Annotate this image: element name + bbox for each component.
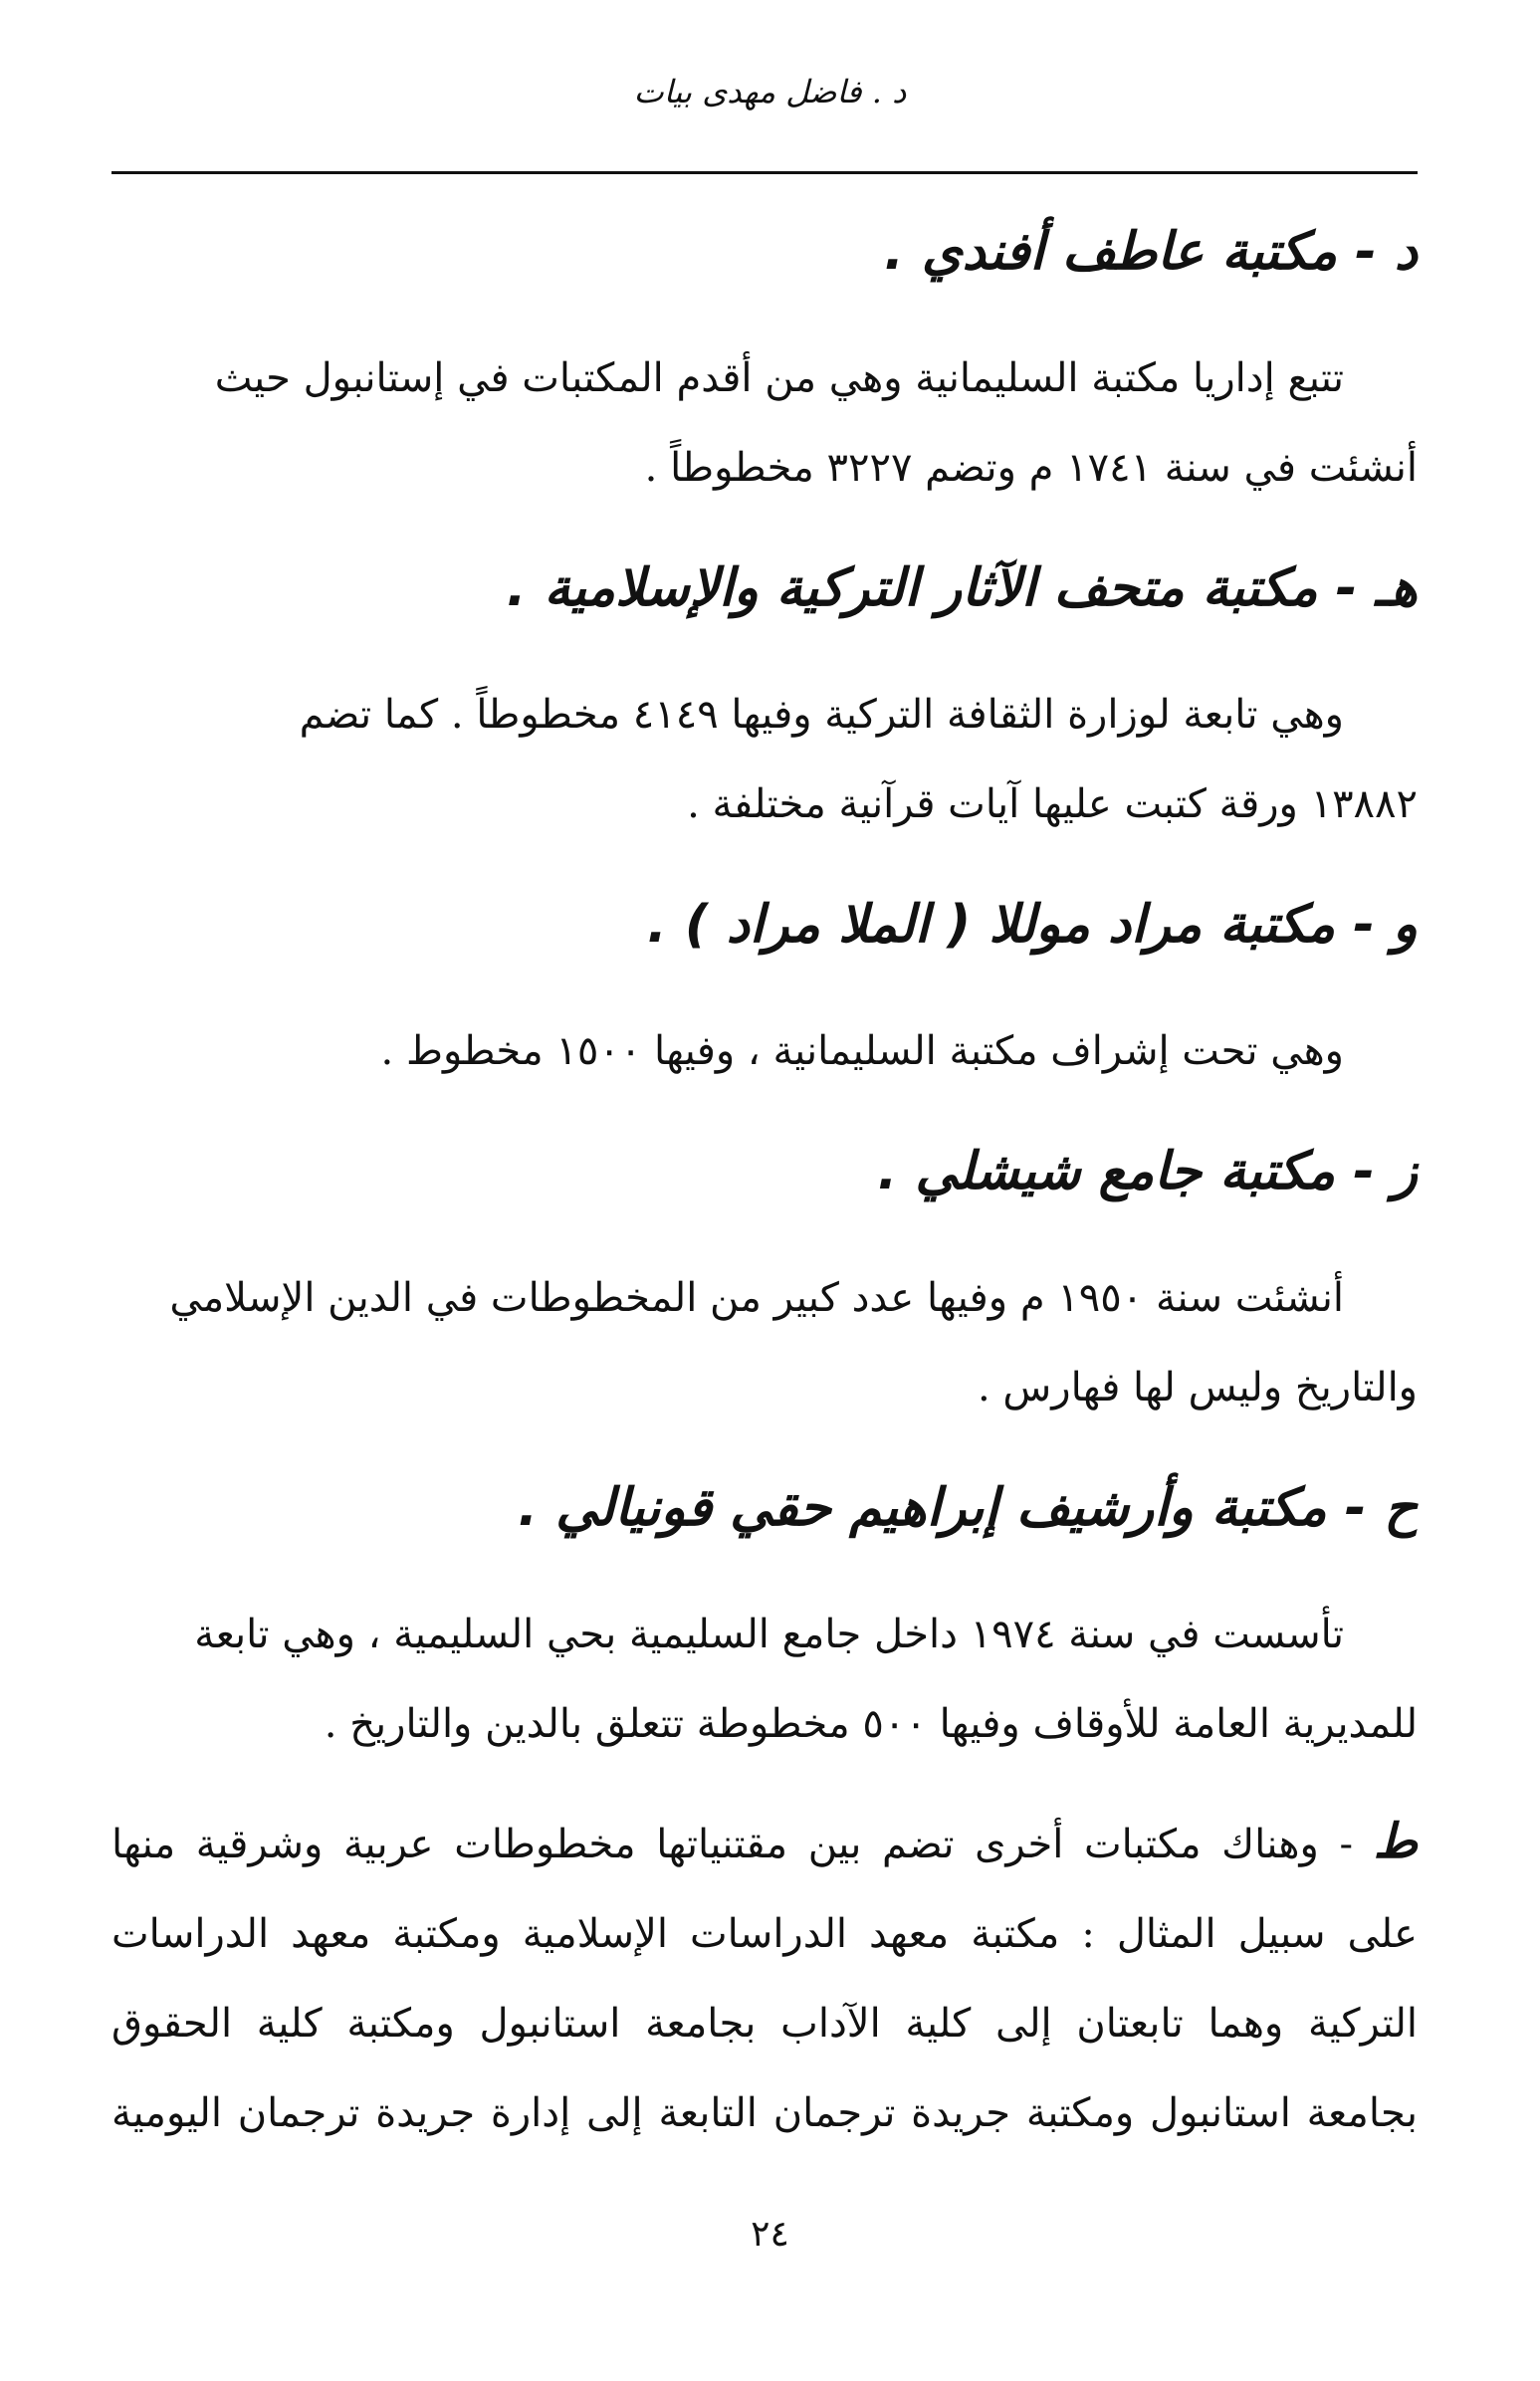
section-ha-dotless bbox=[111, 1460, 1418, 1769]
paragraph-line: وهي تحت إشراف مكتبة السليمانية ، وفيها ١٥٠٠ مخطوط . bbox=[380, 1028, 1344, 1074]
paragraph-line: تأسست في سنة ١٩٧٤ داخل جامع السليمية بحي السليمية ، وهي تابعة bbox=[194, 1612, 1344, 1657]
paragraph-line: للمديرية العامة للأوقاف وفيها ٥٠٠ مخطوطة تتعلق بالدين والتاريخ . bbox=[324, 1701, 1418, 1747]
section-letter: ط bbox=[1373, 1814, 1418, 1869]
section-paragraph bbox=[111, 1590, 1418, 1769]
section-zay bbox=[111, 1124, 1418, 1432]
section-paragraph bbox=[111, 670, 1418, 849]
section-heading: و - مكتبة مراد موللا ( الملا مراد ) . bbox=[646, 895, 1418, 955]
section-heading: د - مكتبة عاطف أفندي . bbox=[884, 222, 1418, 282]
paragraph-line: وهي تابعة لوزارة الثقافة التركية وفيها ٤١٤٩ مخطوطاً . كما تضم bbox=[299, 692, 1344, 738]
page-content bbox=[111, 204, 1418, 2158]
section-paragraph bbox=[111, 1006, 1418, 1096]
section-heading: هـ - مكتبة متحف الآثار التركية والإسلامية . bbox=[506, 558, 1418, 618]
final-paragraph bbox=[111, 1797, 1418, 2158]
page-number: ٢٤ bbox=[751, 2214, 789, 2255]
paragraph-line: والتاريخ وليس لها فهارس . bbox=[978, 1365, 1418, 1410]
running-header: د . فاضل مهدى بيات bbox=[633, 73, 907, 110]
section-waw bbox=[111, 877, 1418, 1096]
section-paragraph bbox=[111, 1253, 1418, 1432]
paragraph-line: أنشئت في سنة ١٧٤١ م وتضم ٣٢٢٧ مخطوطاً . bbox=[644, 445, 1418, 491]
section-paragraph bbox=[111, 333, 1418, 513]
paragraph-line: أنشئت سنة ١٩٥٠ م وفيها عدد كبير من المخطوطات في الدين الإسلامي bbox=[169, 1275, 1344, 1321]
section-heading: ز - مكتبة جامع شيشلي . bbox=[877, 1142, 1418, 1201]
paragraph-line-text: - وهناك مكتبات أخرى تضم بين مقتنياتها مخطوطات عربية وشرقية منها bbox=[111, 1822, 1353, 1867]
paragraph-line: ١٣٨٨٢ ورقة كتبت عليها آيات قرآنية مختلفة . bbox=[687, 781, 1418, 827]
paragraph-line: تتبع إداريا مكتبة السليمانية وهي من أقدم المكتبات في إستانبول حيث bbox=[214, 355, 1344, 401]
paragraph-line bbox=[111, 1797, 1418, 1889]
section-ha bbox=[111, 541, 1418, 849]
section-heading: ح - مكتبة وأرشيف إبراهيم حقي قونيالي . bbox=[518, 1478, 1418, 1538]
header-rule bbox=[111, 171, 1418, 174]
paragraph-line: التركية وهما تابعتان إلى كلية الآداب بجامعة استانبول ومكتبة كلية الحقوق bbox=[111, 2001, 1418, 2047]
paragraph-line: بجامعة استانبول ومكتبة جريدة ترجمان التابعة إلى إدارة جريدة ترجمان اليومية bbox=[111, 2090, 1418, 2136]
section-dal bbox=[111, 204, 1418, 513]
paragraph-line: على سبيل المثال : مكتبة معهد الدراسات الإسلامية ومكتبة معهد الدراسات bbox=[111, 1911, 1418, 1957]
